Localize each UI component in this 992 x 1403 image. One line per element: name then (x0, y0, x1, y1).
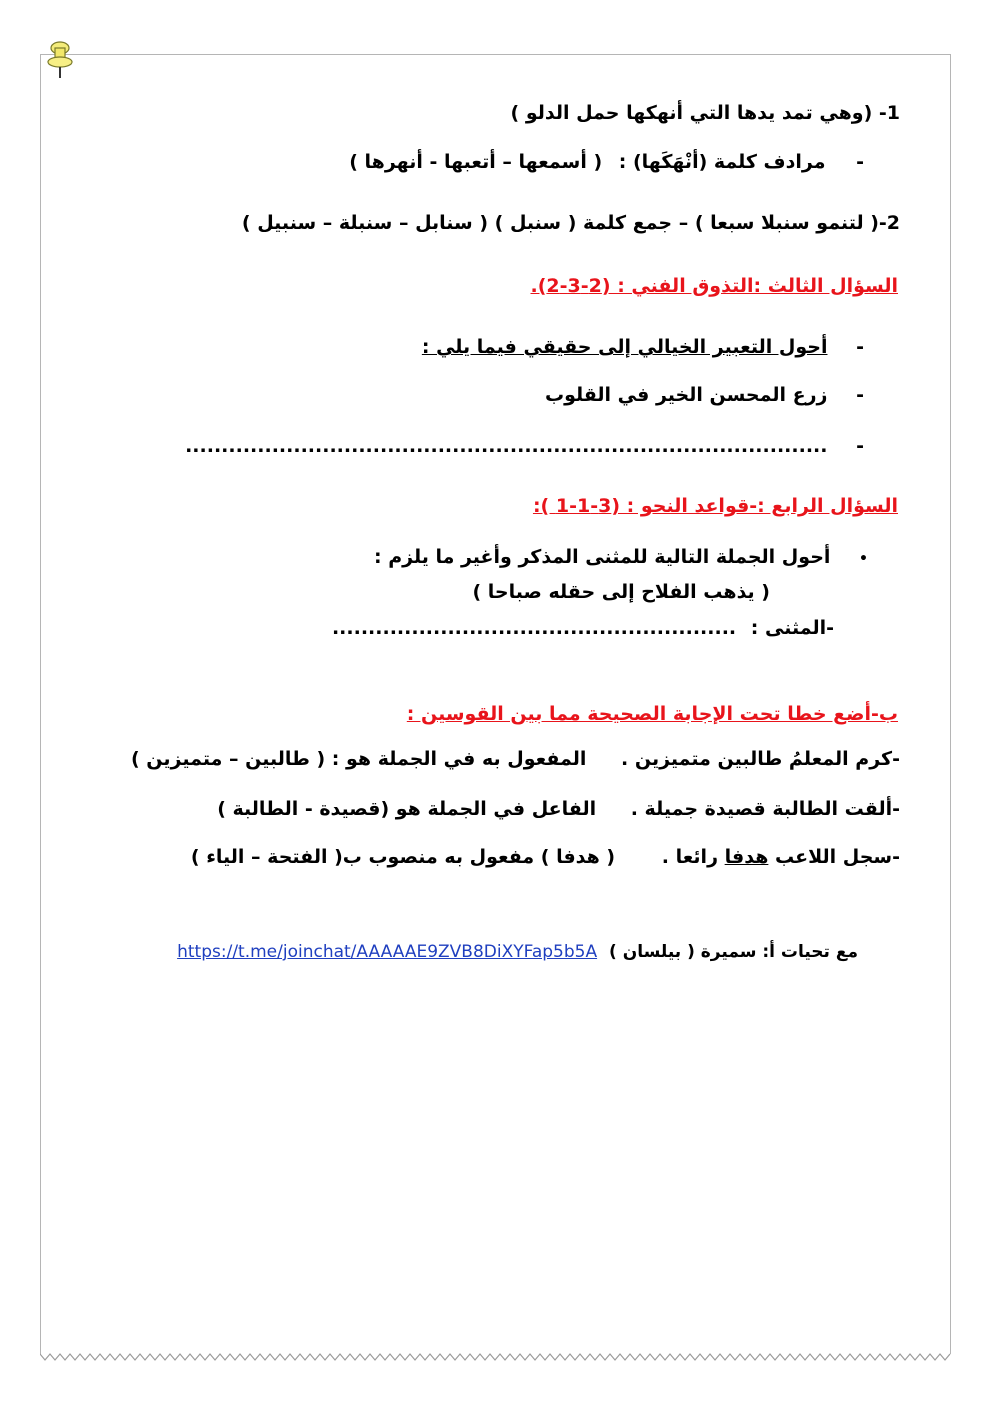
item1-question: المفعول به في الجملة هو : ( طالبين – متميزين ) (131, 748, 587, 770)
footer-greeting: مع تحيات أ: سميرة ( بيلسان ) (609, 942, 858, 962)
item1-sentence: -كرم المعلمُ طالبين متميزين . (621, 748, 900, 770)
section3-answer-row (185, 432, 864, 460)
footer-row (177, 938, 858, 966)
section-b-title: ب-أضع خطا تحت الإجابة الصحيحة مما بين القوسين : (406, 703, 898, 725)
section4-sentence: ( يذهب الفلاح إلى حقله صباحا ) (472, 581, 770, 603)
q2-line: 2-( لتنمو سنبلا سبعا ) – جمع كلمة ( سنبل ) ( سنابل – سنبلة – سنبيل ) (241, 212, 900, 234)
section4-instruction: أحول الجملة التالية للمثنى المذكر وأغير ما يلزم : (373, 546, 831, 568)
telegram-link[interactable]: https://t.me/joinchat/AAAAAE9ZVB8DiXYFap5b5A (177, 942, 598, 962)
q1-synonym-options: ( أسمعها – أتعبها - أنهرها ) (349, 151, 603, 173)
pushpin-icon (44, 38, 76, 80)
section3-dash-1: - (856, 336, 864, 358)
section4-instruction-row (374, 543, 868, 573)
q1-dash: - (856, 151, 864, 173)
item2-sentence: -ألقت الطالبة قصيدة جميلة . (630, 798, 900, 820)
item3-question: ( هدفا ) مفعول به منصوب ب( الفتحة – الياء ) (190, 846, 616, 868)
section4-dual-row (332, 614, 834, 642)
q1-synonym-row (349, 148, 864, 176)
section-b-item-3 (191, 843, 900, 871)
section3-sentence-row (545, 381, 864, 409)
item3-underlined-word: هدفا (724, 846, 769, 868)
section4-title: السؤال الرابع :-قواعد النحو : (3-1-1 ): (532, 495, 898, 517)
section3-dash-3: - (856, 435, 864, 457)
q1-line: 1- (وهي تمد يدها التي أنهكها حمل الدلو ) (510, 102, 900, 124)
item2-question: الفاعل في الجملة هو (قصيدة - الطالبة ) (217, 798, 597, 820)
section3-title: السؤال الثالث :التذوق الفني : (2-3-2). (530, 275, 898, 297)
section-b-item-1 (131, 745, 900, 773)
section3-instruction: أحول التعبير الخيالي إلى حقيقي فيما يلي : (421, 336, 828, 358)
section4-bullet: • (859, 551, 868, 567)
item3-sentence-before: -سجل اللاعب (768, 846, 900, 868)
section-b-item-2 (217, 795, 900, 823)
section4-dual-label: -المثنى : (750, 617, 834, 639)
section3-sentence: زرع المحسن الخير في القلوب (544, 384, 828, 406)
item3-sentence (662, 846, 900, 868)
section3-instruction-row (422, 333, 864, 361)
zigzag-border (40, 1350, 951, 1364)
item3-sentence-after: رائعا . (661, 846, 725, 868)
section3-answer-line: ......................................................................................... (185, 435, 828, 457)
q1-synonym-prefix: مرادف كلمة (أنْهَكَها) : (618, 151, 826, 173)
section3-dash-2: - (856, 384, 864, 406)
section4-dual-dots: ........................................................ (331, 617, 737, 639)
